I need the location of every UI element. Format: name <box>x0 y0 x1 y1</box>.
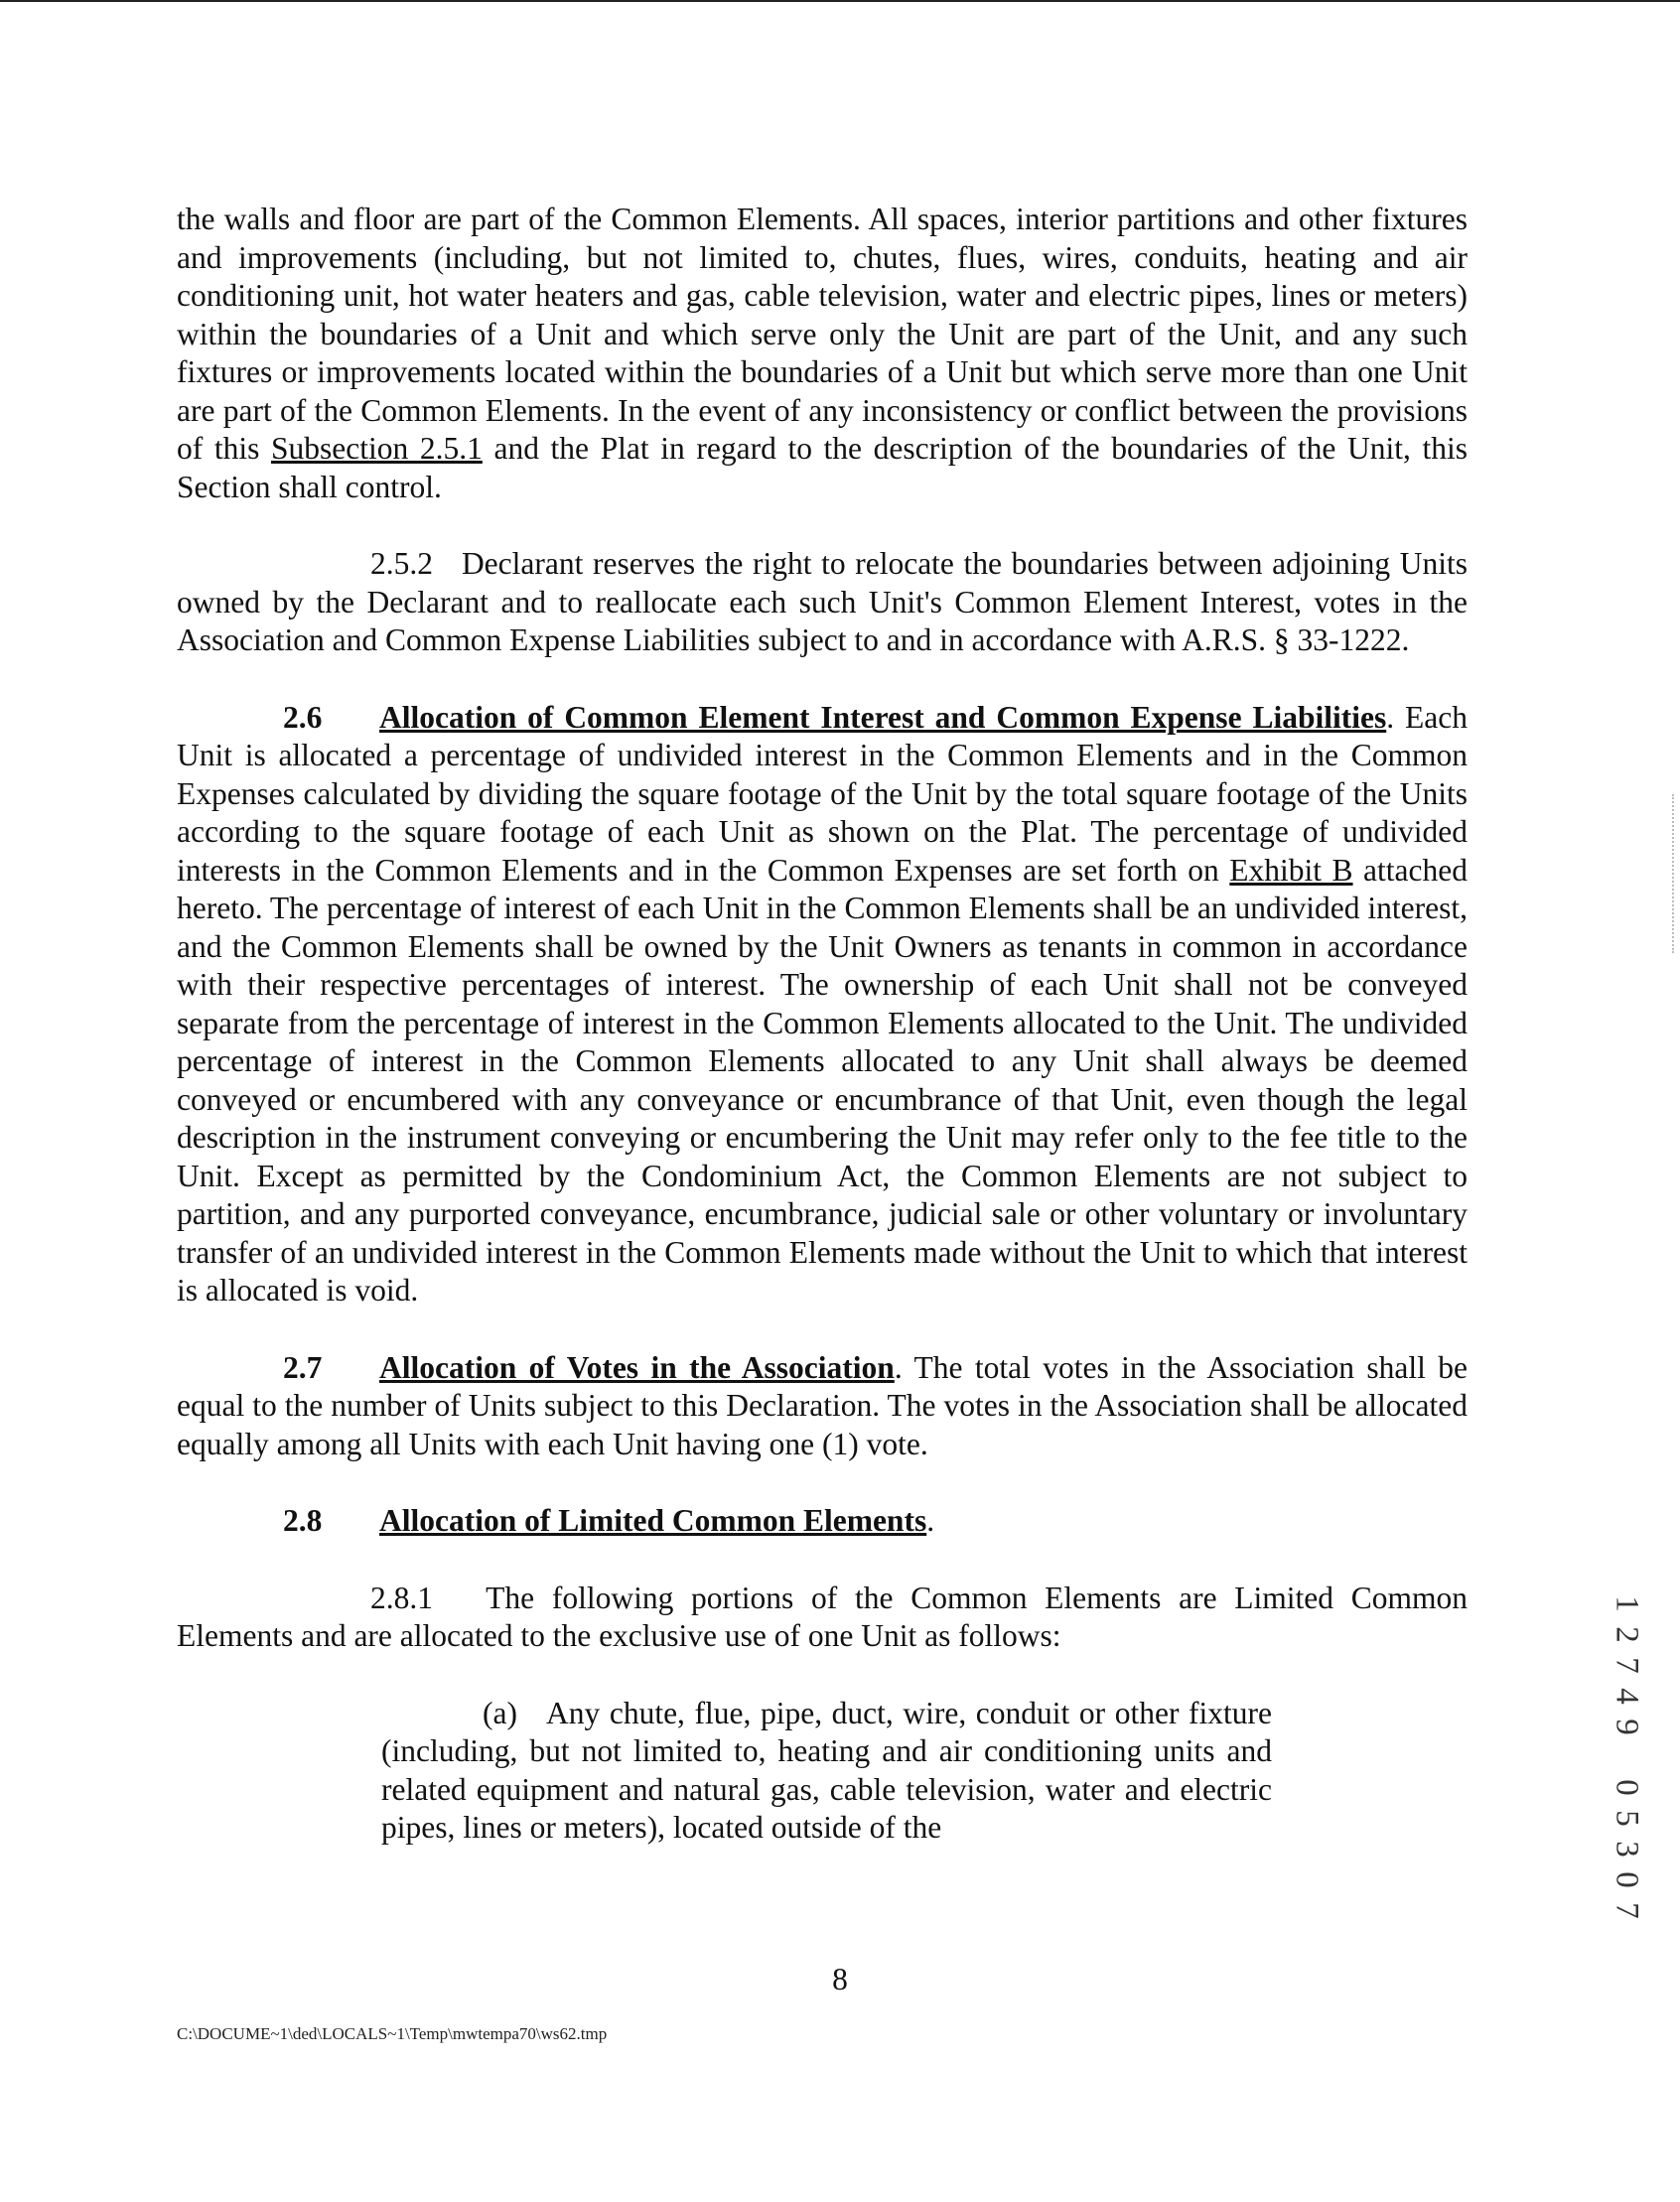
paragraph-text: the walls and floor are part of the Common Elements. All spaces, interior partitions and other fixtures and improvements (including, but not limited to, chutes, flues, wires, conduits, heating and air conditioning unit, hot water heaters and gas, cable television, water and electric pipes, lines or meters) within the boundaries of a Unit and which serve only the Unit are part of the Unit, and any such fixtures or improvements located within the boundaries of a Unit but which serve more than one Unit are part of the Common Elements. In the event of any inconsistency or conflict between the provisions of this <box>177 202 1468 466</box>
section-text: Declarant reserves the right to relocate the boundaries between adjoining Units owned by the Declarant and to reallocate each such Unit's Common Element Interest, votes in the Association and Common Expense Liabilities subject to and in accordance with A.R.S. § 33-1222. <box>177 546 1469 657</box>
stamp-digit: 5 <box>1609 1810 1645 1827</box>
stamp-digit: 9 <box>1609 1719 1645 1735</box>
section-number: 2.5.2 <box>370 546 433 581</box>
list-item-a <box>381 1695 1272 1848</box>
section-2-6 <box>177 699 1468 1310</box>
stamp-digit: 7 <box>1609 1657 1645 1674</box>
section-heading: Allocation of Votes in the Association <box>379 1349 895 1385</box>
file-path-footer: C:\DOCUME~1\ded\LOCALS~1\Temp\mwtempa70\ws62.tmp <box>177 2024 608 2043</box>
section-number: 2.8.1 <box>370 1580 433 1615</box>
section-text: The following portions of the Common Elements are Limited Common Elements and are allocated to the exclusive use of one Unit as follows: <box>177 1580 1468 1653</box>
stamp-digit: 7 <box>1609 1902 1645 1919</box>
subsection-reference: Subsection 2.5.1 <box>270 431 483 466</box>
list-item-letter: (a) <box>483 1695 517 1730</box>
section-2-8 <box>177 1502 1468 1541</box>
list-item-text: Any chute, flue, pipe, duct, wire, conduit or other fixture (including, but not limited to, heating and air conditioning units and related equipment and natural gas, cable television, water and electric pipes, lines or meters), located outside of the <box>381 1695 1272 1845</box>
paragraph-boundaries-continued <box>177 201 1468 506</box>
heading-period: . <box>926 1503 935 1538</box>
section-2-7 <box>177 1349 1468 1464</box>
paragraph-text-tail: and the Plat in regard to the description of the boundaries of the Unit, this Section shall control. <box>177 431 1468 504</box>
stamp-digit: 2 <box>1609 1626 1645 1643</box>
page-number: 8 <box>832 1962 848 1996</box>
document-body <box>177 201 1468 1848</box>
stamp-digit: 4 <box>1609 1688 1645 1705</box>
stamp-digit: 1 <box>1609 1595 1645 1612</box>
exhibit-reference: Exhibit B <box>1229 852 1353 888</box>
scan-edge-mark <box>1672 794 1676 953</box>
section-number: 2.6 <box>283 699 323 735</box>
section-heading: Allocation of Limited Common Elements <box>379 1503 927 1538</box>
section-2-8-1 <box>177 1580 1468 1656</box>
stamp-digit: 3 <box>1609 1841 1645 1858</box>
top-border-rule <box>0 0 1680 2</box>
section-2-5-2 <box>177 545 1468 660</box>
recording-number-stamp <box>1605 1588 1648 1926</box>
section-number: 2.7 <box>283 1349 323 1385</box>
section-text: . Each Unit is allocated a percentage of undivided interest in the Common Elements and in the Common Expenses calculated by dividing the square footage of the Unit by the total square footage of the Units according to the square footage of each Unit as shown on the Plat. The percentage of undivided interests in the Common Elements and in the Common Expenses are set forth on <box>177 699 1468 888</box>
section-number: 2.8 <box>283 1503 323 1538</box>
section-heading: Allocation of Common Element Interest and Common Expense Liabilities <box>379 699 1387 735</box>
stamp-digit: 0 <box>1609 1779 1645 1796</box>
section-text-tail: attached hereto. The percentage of interest of each Unit in the Common Elements shall be an undivided interest, and the Common Elements shall be owned by the Unit Owners as tenants in common in accordance with their respective percentages of interest. The ownership of each Unit shall not be conveyed separate from the percentage of interest in the Common Elements allocated to the Unit. The undivided percentage of interest in the Common Elements allocated to any Unit shall always be deemed conveyed or encumbered with any conveyance or encumbrance of that Unit, even though the legal description in the instrument conveying or encumbering the Unit may refer only to the fee title to the Unit. Except as permitted by the Condominium Act, the Common Elements are not subject to partition, and any purported conveyance, encumbrance, judicial sale or other voluntary or involuntary transfer of an undivided interest in the Common Elements made without the Unit to which that interest is allocated is void. <box>177 852 1468 1307</box>
section-text: . The total votes in the Association shall be equal to the number of Units subject to this Declaration. The votes in the Association shall be allocated equally among all Units with each Unit having one (1) vote. <box>177 1349 1469 1461</box>
stamp-digit: 0 <box>1609 1871 1645 1888</box>
